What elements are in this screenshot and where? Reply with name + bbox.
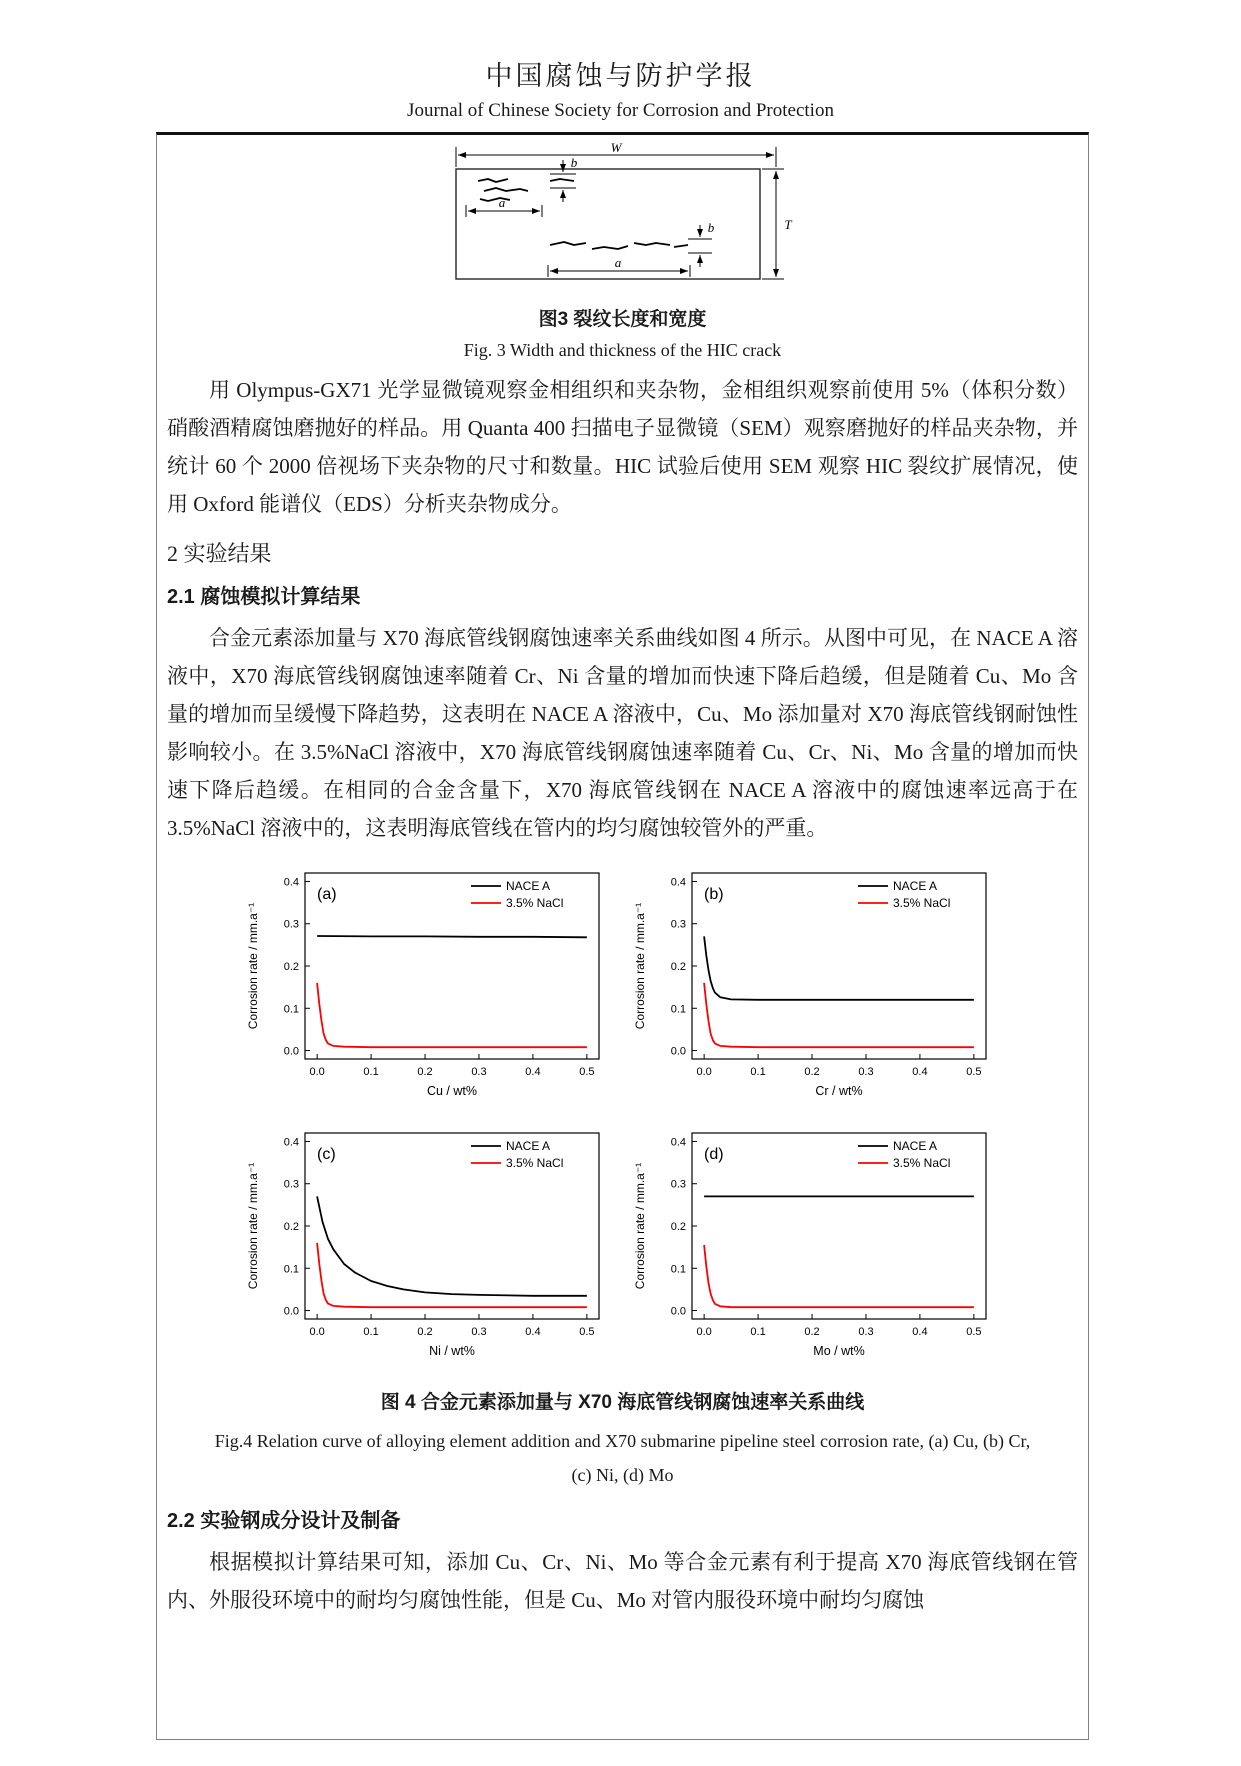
svg-text:0.2: 0.2 — [803, 1066, 820, 1078]
svg-text:0.1: 0.1 — [283, 1003, 299, 1016]
figure3-caption-cn: 图3 裂纹长度和宽度 — [538, 309, 707, 330]
figure4-caption-cn: 图 4 合金元素添加量与 X70 海底管线钢腐蚀速率关系曲线 — [380, 1392, 865, 1413]
svg-text:0.1: 0.1 — [670, 1263, 686, 1276]
svg-text:Corrosion rate / mm.a⁻¹: Corrosion rate / mm.a⁻¹ — [632, 1162, 647, 1290]
paragraph-steel-design: 根据模拟计算结果可知，添加 Cu、Cr、Ni、Mo 等合金元素有利于提高 X70 海底管线钢在管内、外服役环境中的耐均匀腐蚀性能，但是 Cu、Mo 对管内服役环境中耐均匀腐蚀 — [167, 1550, 1078, 1612]
crack-marks-upper — [478, 179, 574, 201]
svg-text:0.1: 0.1 — [362, 1066, 379, 1078]
svg-text:(c): (c) — [316, 1146, 336, 1163]
svg-text:NACE A: NACE A — [505, 879, 550, 893]
page-frame — [156, 132, 1089, 1740]
svg-text:0.0: 0.0 — [283, 1045, 299, 1058]
svg-text:0.4: 0.4 — [283, 876, 299, 889]
dim-label-a-lower: a — [614, 255, 622, 270]
svg-text:0.4: 0.4 — [670, 876, 686, 889]
svg-text:0.2: 0.2 — [670, 961, 686, 973]
svg-text:0.0: 0.0 — [308, 1066, 325, 1078]
figure-3 — [167, 143, 1078, 298]
svg-text:0.5: 0.5 — [965, 1066, 982, 1078]
chart-svg — [630, 1121, 1002, 1373]
chart-panel-b — [630, 861, 1002, 1113]
svg-text:Corrosion rate / mm.a⁻¹: Corrosion rate / mm.a⁻¹ — [245, 902, 260, 1030]
svg-text:Corrosion rate / mm.a⁻¹: Corrosion rate / mm.a⁻¹ — [245, 1162, 260, 1290]
journal-title-cn: 中国腐蚀与防护学报 — [485, 61, 756, 91]
plate-outline — [456, 169, 760, 279]
figure4-caption-en — [167, 1424, 1078, 1492]
svg-text:3.5% NaCl: 3.5% NaCl — [505, 896, 563, 910]
figure3-caption-en: Fig. 3 Width and thickness of the HIC crack — [463, 340, 782, 360]
svg-text:Cr / wt%: Cr / wt% — [814, 1084, 863, 1098]
svg-text:0.5: 0.5 — [578, 1066, 595, 1078]
section-heading-2-1: 2.1 腐蚀模拟计算结果 — [167, 586, 361, 608]
svg-text:0.0: 0.0 — [283, 1305, 299, 1318]
svg-text:0.5: 0.5 — [965, 1326, 982, 1338]
svg-text:0.0: 0.0 — [308, 1326, 325, 1338]
figure4-caption-en-line2: (c) Ni, (d) Mo — [571, 1465, 674, 1485]
svg-text:Cu / wt%: Cu / wt% — [426, 1084, 477, 1098]
svg-text:0.4: 0.4 — [911, 1066, 928, 1078]
dimension-t — [762, 169, 784, 279]
svg-text:0.3: 0.3 — [470, 1066, 487, 1078]
svg-text:0.1: 0.1 — [670, 1003, 686, 1016]
dim-label-t: T — [784, 217, 792, 232]
dim-label-w: W — [610, 143, 622, 155]
chart-svg — [243, 861, 615, 1113]
figure-4 — [243, 861, 1003, 1373]
svg-text:0.4: 0.4 — [283, 1136, 299, 1149]
svg-text:0.3: 0.3 — [470, 1326, 487, 1338]
svg-text:0.3: 0.3 — [857, 1326, 874, 1338]
svg-text:3.5% NaCl: 3.5% NaCl — [505, 1156, 563, 1170]
svg-text:0.3: 0.3 — [283, 918, 299, 931]
fig3-schematic — [450, 143, 795, 293]
svg-text:0.1: 0.1 — [749, 1326, 766, 1338]
journal-header — [0, 0, 1241, 122]
svg-text:0.2: 0.2 — [416, 1066, 433, 1078]
svg-text:0.4: 0.4 — [670, 1136, 686, 1149]
svg-text:0.3: 0.3 — [670, 1178, 686, 1191]
svg-text:0.2: 0.2 — [416, 1326, 433, 1338]
svg-text:0.2: 0.2 — [803, 1326, 820, 1338]
svg-text:0.4: 0.4 — [524, 1326, 541, 1338]
chart-panel-d — [630, 1121, 1002, 1373]
svg-text:0.5: 0.5 — [578, 1326, 595, 1338]
svg-text:3.5% NaCl: 3.5% NaCl — [892, 1156, 950, 1170]
svg-text:NACE A: NACE A — [505, 1139, 550, 1153]
svg-text:0.0: 0.0 — [670, 1305, 686, 1318]
svg-text:(a): (a) — [316, 886, 337, 903]
svg-text:0.2: 0.2 — [670, 1221, 686, 1233]
svg-text:0.2: 0.2 — [283, 1221, 299, 1233]
svg-text:NACE A: NACE A — [892, 1139, 937, 1153]
svg-text:0.4: 0.4 — [911, 1326, 928, 1338]
svg-text:0.0: 0.0 — [670, 1045, 686, 1058]
chart-svg — [630, 861, 1002, 1113]
section-heading-2: 2 实验结果 — [167, 541, 272, 566]
svg-text:0.1: 0.1 — [283, 1263, 299, 1276]
svg-text:(d): (d) — [703, 1146, 724, 1163]
chart-svg — [243, 1121, 615, 1373]
chart-panel-c — [243, 1121, 615, 1373]
svg-text:0.3: 0.3 — [283, 1178, 299, 1191]
svg-text:0.2: 0.2 — [283, 961, 299, 973]
paragraph-methods: 用 Olympus-GX71 光学显微镜观察金相组织和夹杂物，金相组织观察前使用 5%（体积分数）硝酸酒精腐蚀磨抛好的样品。用 Quanta 400 扫描电子显微镜（SEM）观察磨抛好的样品夹杂物，并统计 60 个 2000 倍视场下夹杂物的尺寸和数量。HIC 试验后使用 SEM 观察 HIC 裂纹扩展情况，使用 Oxford 能谱仪（EDS）分析夹杂物成分。 — [167, 378, 1078, 516]
svg-text:0.0: 0.0 — [695, 1066, 712, 1078]
svg-text:0.1: 0.1 — [362, 1326, 379, 1338]
svg-text:(b): (b) — [703, 886, 724, 903]
paragraph-simulation-results: 合金元素添加量与 X70 海底管线钢腐蚀速率关系曲线如图 4 所示。从图中可见，在 NACE A 溶液中，X70 海底管线钢腐蚀速率随着 Cr、Ni 含量的增加而快速下降后趋缓，但是随着 Cu、Mo 含量的增加而呈缓慢下降趋势，这表明在 NACE A 溶液中，Cu、Mo 添加量对 X70 海底管线钢耐蚀性影响较小。在 3.5%NaCl 溶液中，X70 海底管线钢腐蚀速率随着 Cu、Cr、Ni、Mo 含量的增加而快速下降后趋缓。在相同的合金含量下，X70 海底管线钢在 NACE A 溶液中的腐蚀速率远高于在 3.5%NaCl 溶液中的，这表明海底管线在管内的均匀腐蚀较管外的严重。 — [167, 626, 1078, 840]
svg-text:0.3: 0.3 — [670, 918, 686, 931]
chart-panel-a — [243, 861, 615, 1113]
svg-text:0.3: 0.3 — [857, 1066, 874, 1078]
journal-title-en: Journal of Chinese Society for Corrosion and Protection — [407, 100, 834, 121]
svg-text:0.4: 0.4 — [524, 1066, 541, 1078]
svg-text:Corrosion rate / mm.a⁻¹: Corrosion rate / mm.a⁻¹ — [632, 902, 647, 1030]
svg-text:3.5% NaCl: 3.5% NaCl — [892, 896, 950, 910]
dim-label-b-lower: b — [707, 220, 715, 235]
section-heading-2-2: 2.2 实验钢成分设计及制备 — [167, 1510, 401, 1532]
figure4-caption-en-line1: Fig.4 Relation curve of alloying element addition and X70 submarine pipeline steel corrosion rate, (a) Cu, (b) Cr, — [214, 1431, 1031, 1451]
dim-label-a-upper: a — [498, 195, 506, 210]
svg-text:0.1: 0.1 — [749, 1066, 766, 1078]
dim-label-b-upper: b — [570, 155, 578, 170]
crack-marks-lower — [550, 242, 688, 249]
svg-text:NACE A: NACE A — [892, 879, 937, 893]
svg-text:Ni / wt%: Ni / wt% — [428, 1344, 475, 1358]
svg-text:0.0: 0.0 — [695, 1326, 712, 1338]
svg-text:Mo / wt%: Mo / wt% — [812, 1344, 865, 1358]
